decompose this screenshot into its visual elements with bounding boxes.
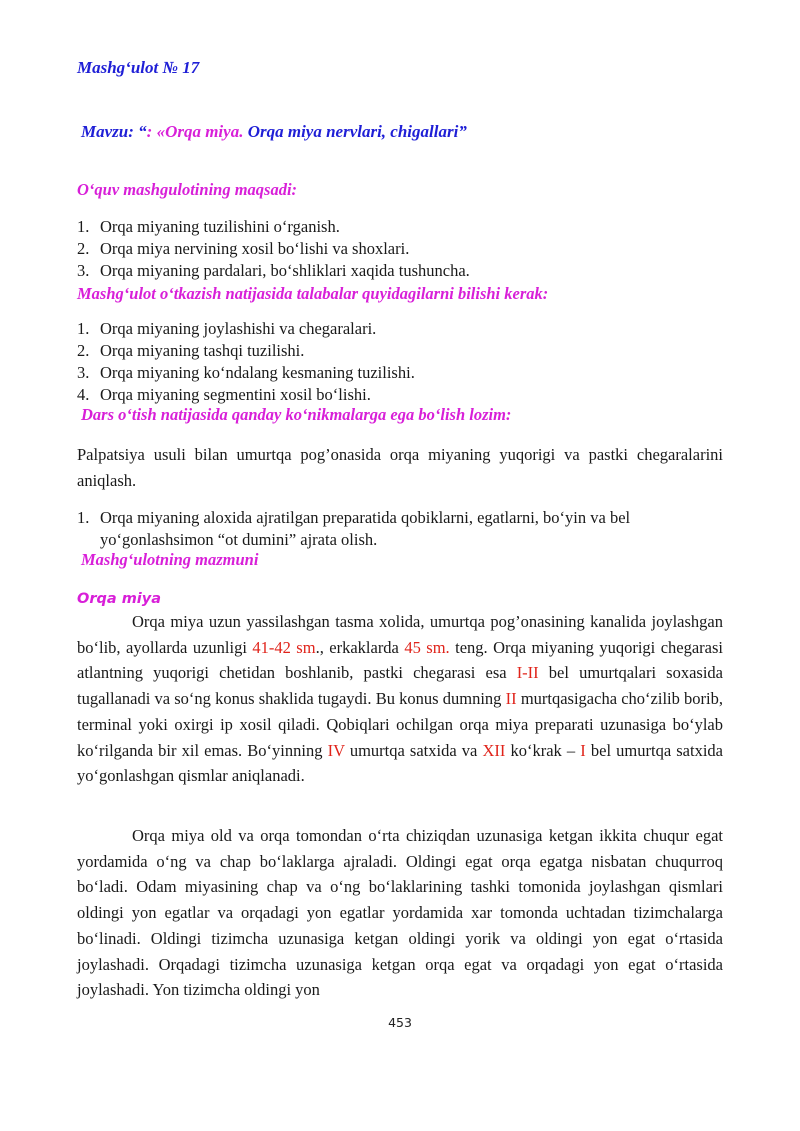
- body-paragraph-1: Orqa miya uzun yassilashgan tasma xolida, umurtqa pog’onasining kanalida joylashgan bo‘lib, ayollarda uzunligi 41-42 sm., erkaklarda 45 sm. teng. Orqa miyaning yuqorigi chegarasi atlantning yuqorigi chetidan boshlanib, pastki chegarasi esa I-II bel umurtqalari soxasida tugallanadi va so‘ng konus shaklida tugaydi. Bu konus dumning II murtqasigacha cho‘zilib borib, terminal yoki oxirgi ip xosil qiladi. Qobiqlari ochilgan orqa miya preparati uzunasiga bo‘ylab ko‘rilganda bir xil emas. Bo‘yinning IV umurtqa satxida va XII ko‘krak – I bel umurtqa satxida yo‘gonlashgan qismlar aniqlanadi.: [77, 612, 724, 786]
- list-item: 3. Orqa miyaning ko‘ndalang kesmaning tuzilishi.: [77, 363, 415, 382]
- highlight-value: II: [505, 689, 517, 709]
- highlight-value: XII: [482, 740, 506, 760]
- knowledge-heading: Mashg‘ulot o‘tkazish natijasida talabalar quyidagilarni bilishi kerak:: [77, 284, 549, 303]
- list-item: 1. Orqa miyaning aloxida ajratilgan preparatida qobiklarni, egatlarni, bo‘yin va bel yo‘gonlashsimon “ot dumini” ajrata olish.: [77, 508, 631, 549]
- list-item: 3. Orqa miyaning pardalari, bo‘shliklari xaqida tushuncha.: [77, 261, 470, 280]
- lesson-topic: [81, 122, 467, 142]
- skills-heading: Dars o‘tish natijasida qanday ko‘nikmalarga ega bo‘lish lozim:: [81, 405, 512, 424]
- topic-part1: : «Orqa miya.: [146, 122, 248, 141]
- highlight-value: I-II: [516, 663, 539, 683]
- goal-list: [77, 216, 727, 282]
- topic-part2: Orqa miya nervlari, chigallari”: [247, 122, 467, 141]
- list-item: 1. Orqa miyaning tuzilishini o‘rganish.: [77, 217, 340, 236]
- list-item: 1. Orqa miyaning joylashishi va chegaralari.: [77, 319, 377, 338]
- list-item: 2. Orqa miya nervining xosil bo‘lishi va shoxlari.: [77, 239, 410, 258]
- section-heading: Orqa miya: [77, 591, 162, 607]
- goal-heading: O‘quv mashgulotining maqsadi:: [77, 180, 298, 199]
- content-heading: Mashg‘ulotning mazmuni: [81, 550, 259, 569]
- highlight-value: 45 sm.: [404, 637, 450, 657]
- lesson-title: Mashg‘ulot № 17: [77, 58, 200, 77]
- skills-paragraph: Palpatsiya usuli bilan umurtqa pog’onasida orqa miyaning yuqorigi va pastki chegaralarini aniqlash.: [77, 445, 723, 490]
- page-number: 453: [388, 1015, 412, 1030]
- topic-label: Mavzu: “: [81, 122, 147, 141]
- highlight-value: 41-42 sm: [252, 637, 316, 657]
- knowledge-list: [77, 318, 727, 406]
- list-item: 2. Orqa miyaning tashqi tuzilishi.: [77, 341, 305, 360]
- body-paragraph-2: Orqa miya old va orqa tomondan o‘rta chiziqdan uzunasiga ketgan ikkita chuqur egat yordamida o‘ng va chap bo‘laklarga ajraladi. Oldingi egat orqa egatga nisbatan chuqurroq bo‘ladi. Odam miyasining chap va o‘ng bo‘laklarining tashki tomonida joylashgan qismlari oldingi yon egatlar va orqadagi yon egatlar yordamida xar tomonda uchtadan tizimchalarga bo‘linadi. Oldingi tizimcha uzunasiga ketgan oldingi yorik va oldingi yon egat o‘rtasida joylashadi. Orqadagi tizimcha uzunasiga ketgan orqa egat va orqadagi yon egat o‘rtasida joylashadi. Yon tizimcha oldingi yon: [77, 826, 723, 1000]
- skills-list: [77, 507, 727, 551]
- highlight-value: I: [580, 740, 586, 760]
- highlight-value: IV: [327, 740, 345, 760]
- list-item: 4. Orqa miyaning segmentini xosil bo‘lishi.: [77, 385, 371, 404]
